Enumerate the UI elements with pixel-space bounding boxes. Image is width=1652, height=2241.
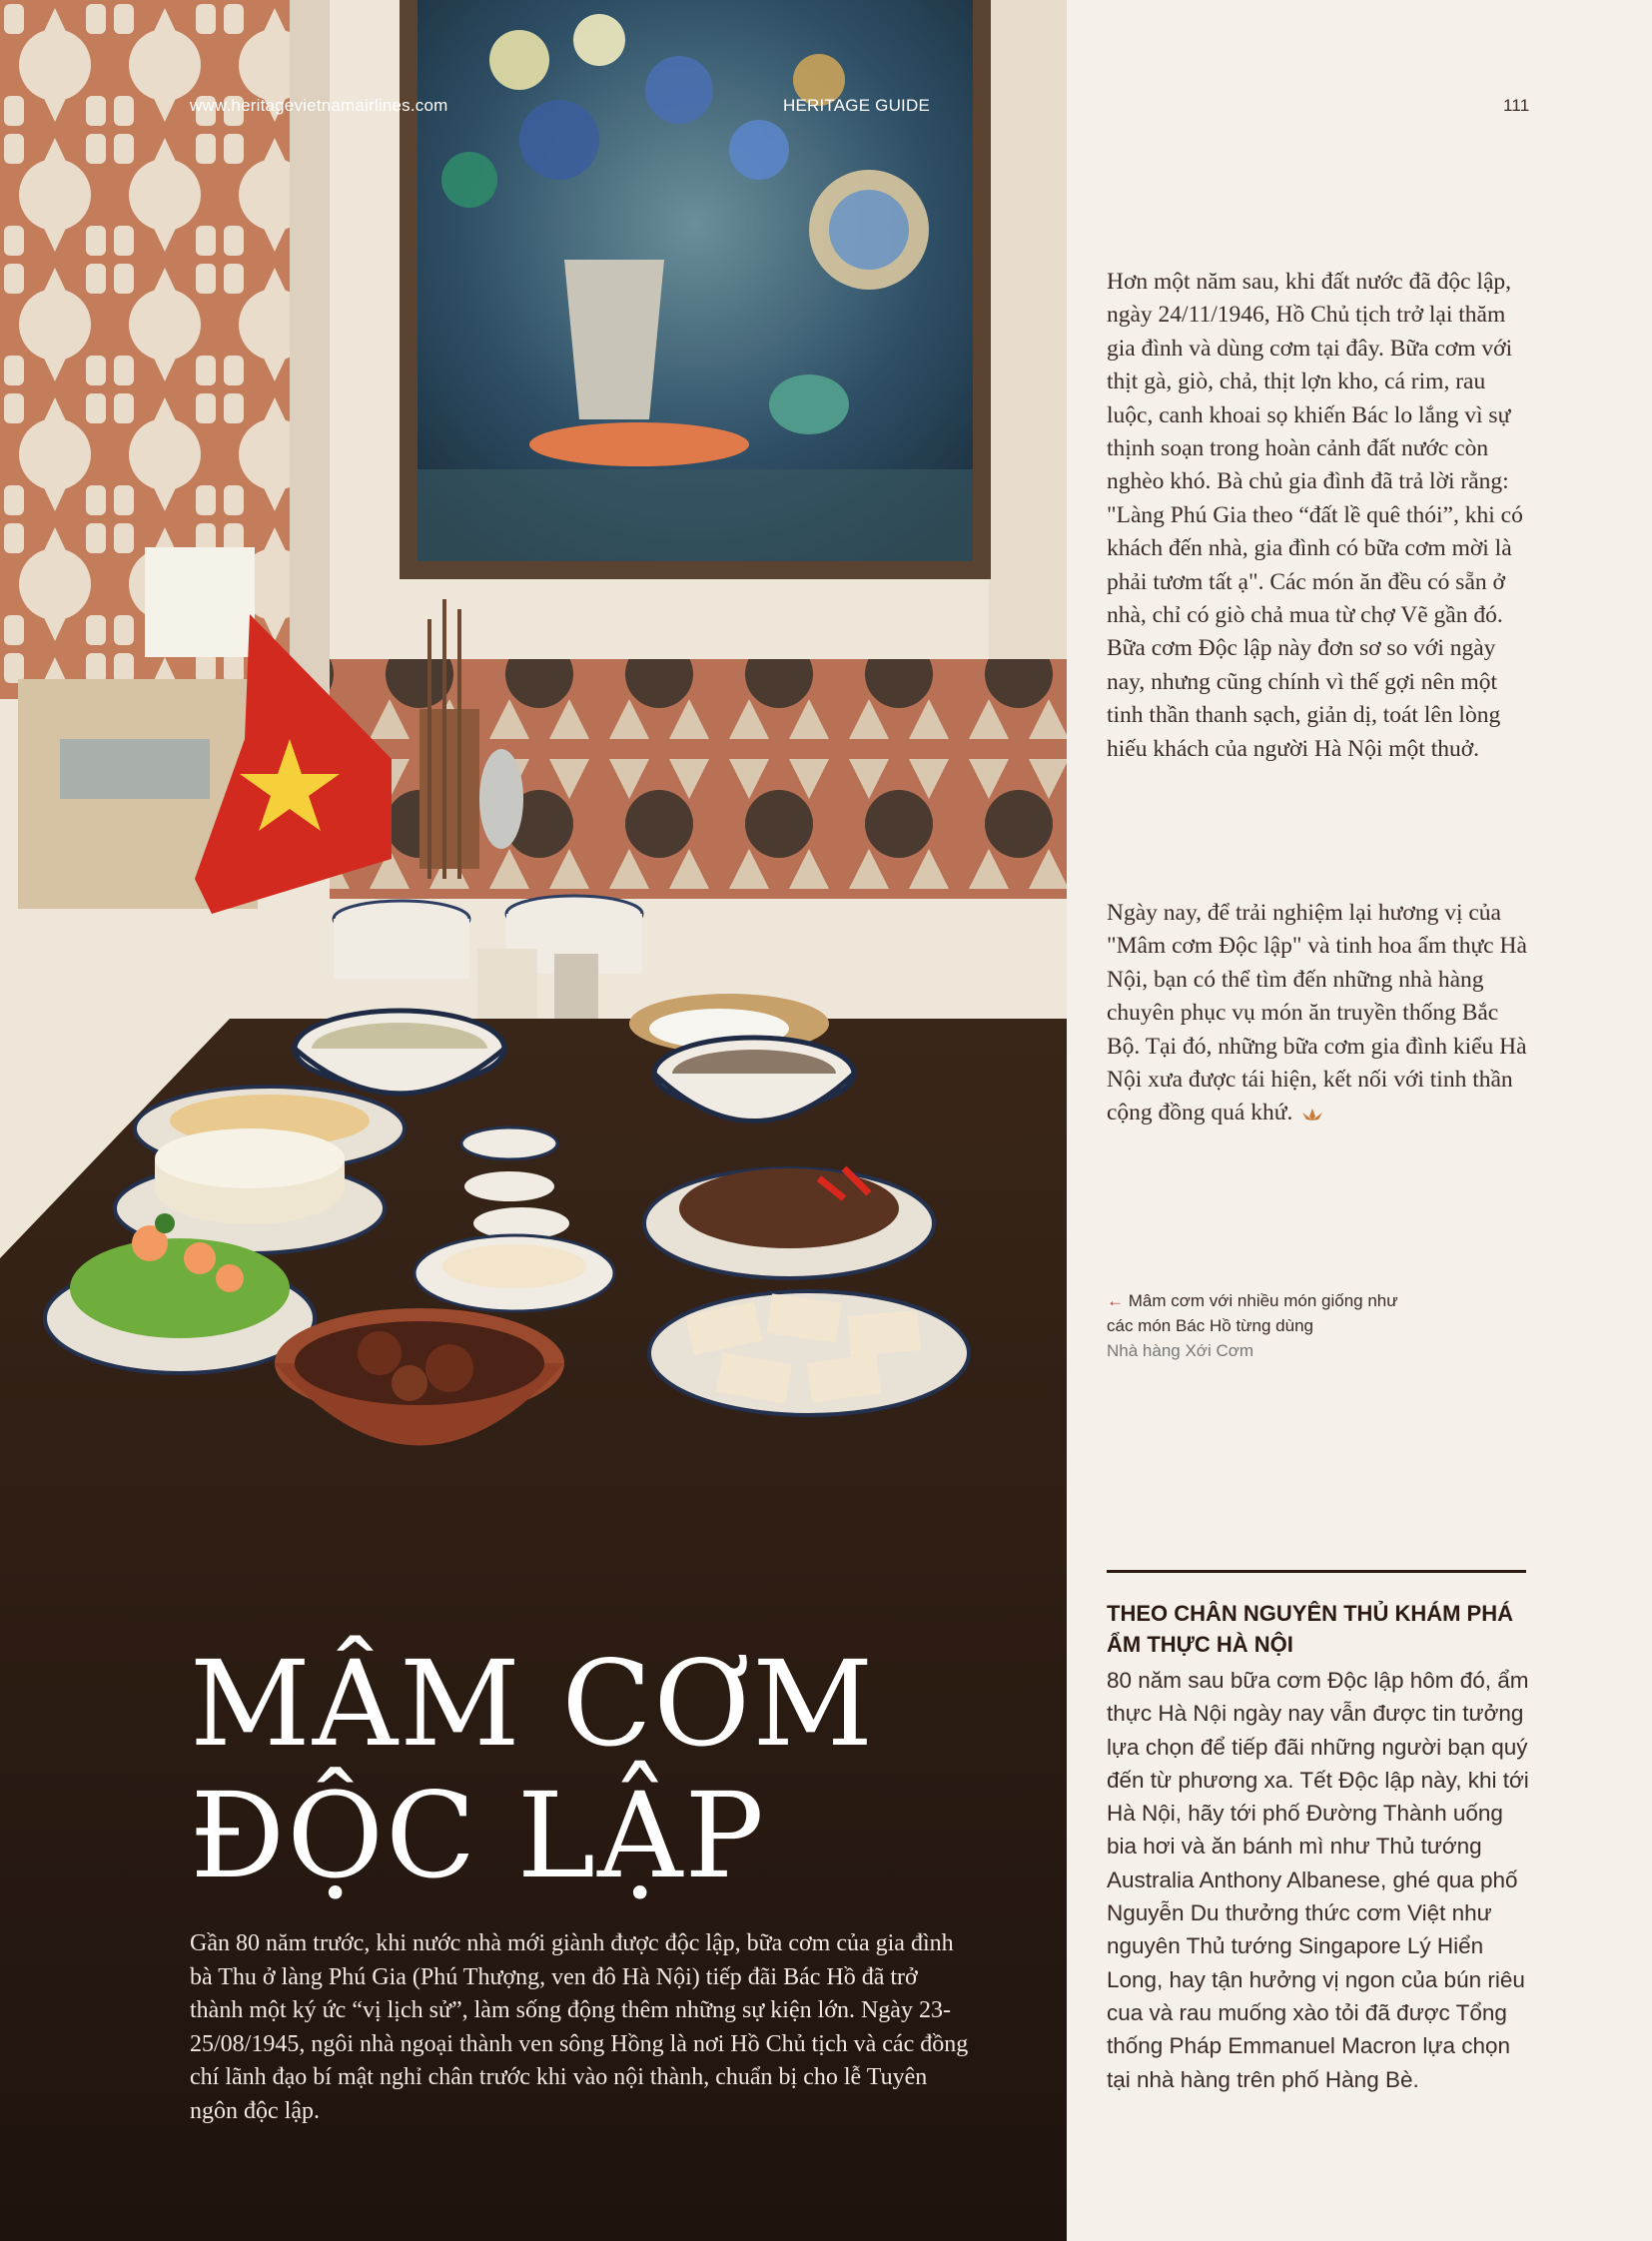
- arrow-left-icon: ←: [1107, 1291, 1124, 1310]
- title-line-2: ĐỘC LẬP: [190, 1767, 766, 1904]
- section-divider: [1107, 1570, 1526, 1573]
- sidebar-body: 80 năm sau bữa cơm Độc lập hôm đó, ẩm thực Hà Nội ngày nay vẫn được tin tưởng lựa chọn để tiếp đãi những người bạn quý đến từ phương xa. Tết Độc lập này, khi tới Hà Nội, hãy tới phố Đường Thành uống bia hơi và ăn bánh mì như Thủ tướng Australia Anthony Albanese, ghé qua phố Nguyễn Du thưởng thức cơm Việt như nguyên Thủ tướng Singapore Lý Hiển Long, hay tận hưởng vị ngon của bún riêu cua và rau muống xào tỏi đã được Tổng thống Pháp Emmanuel Macron lựa chọn tại nhà hàng trên phố Hàng Bè.: [1107, 1668, 1529, 2092]
- photo-caption: [1107, 1288, 1406, 1363]
- caption-credit: Nhà hàng Xới Cơm: [1107, 1341, 1254, 1360]
- title-line-1: MÂM CƠM: [190, 1635, 876, 1773]
- article-title: [190, 1635, 876, 1904]
- paragraph-2: [1107, 897, 1536, 1130]
- page-number: 111: [1503, 96, 1530, 115]
- sidebar-title: THEO CHÂN NGUYÊN THỦ KHÁM PHÁ ẨM THỰC HÀ NỘI: [1107, 1601, 1513, 1657]
- paragraph-1: Hơn một năm sau, khi đất nước đã độc lập, ngày 24/11/1946, Hồ Chủ tịch trở lại thăm gia đình và dùng cơm tại đây. Bữa cơm với thịt gà, giò, chả, thịt lợn kho, cá rim, rau luộc, canh khoai sọ khiến Bác lo lắng vì sự thịnh soạn trong hoàn cảnh đất nước còn nghèo khó. Bà chủ gia đình đã trả lời rằng: "Làng Phú Gia theo “đất lề quê thói”, khi có khách đến nhà, gia đình có bữa cơm mời là phải tươm tất ạ". Các món ăn đều có sẵn ở nhà, chỉ có giò chả mua từ chợ Vẽ gần đó. Bữa cơm Độc lập này đơn sơ so với ngày nay, nhưng cũng chính vì thế gợi nên một tinh thần thanh sạch, giản dị, toát lên lòng hiếu khách của người Hà Nội một thuở.: [1107, 269, 1523, 762]
- section-label: HERITAGE GUIDE: [783, 96, 931, 115]
- article-intro: Gần 80 năm trước, khi nước nhà mới giành được độc lập, bữa cơm của gia đình bà Thu ở làng Phú Gia (Phú Thượng, ven đô Hà Nội) tiếp đãi Bác Hồ đã trở thành một ký ức “vị lịch sử”, làm sống động thêm những sự kiện lớn. Ngày 23-25/08/1945, ngôi nhà ngoại thành ven sông Hồng là nơi Hồ Chủ tịch và các đồng chí lãnh đạo bí mật nghỉ chân trước khi vào nội thành, chuẩn bị cho lễ Tuyên ngôn độc lập.: [190, 1930, 969, 2124]
- paragraph-2-text: Ngày nay, để trải nghiệm lại hương vị của "Mâm cơm Độc lập" và tinh hoa ẩm thực Hà Nội, bạn có thể tìm đến những nhà hàng chuyên phục vụ món ăn truyền thống Bắc Bộ. Tại đó, những bữa cơm gia đình kiểu Hà Nội xưa được tái hiện, kết nối với tinh thần cộng đồng quá khứ.: [1107, 900, 1527, 1126]
- lotus-end-mark-icon: [1298, 1107, 1326, 1122]
- website-url[interactable]: www.heritagevietnamairlines.com: [190, 96, 448, 115]
- caption-text: Mâm cơm với nhiều món giống như các món Bác Hồ từng dùng: [1107, 1291, 1398, 1335]
